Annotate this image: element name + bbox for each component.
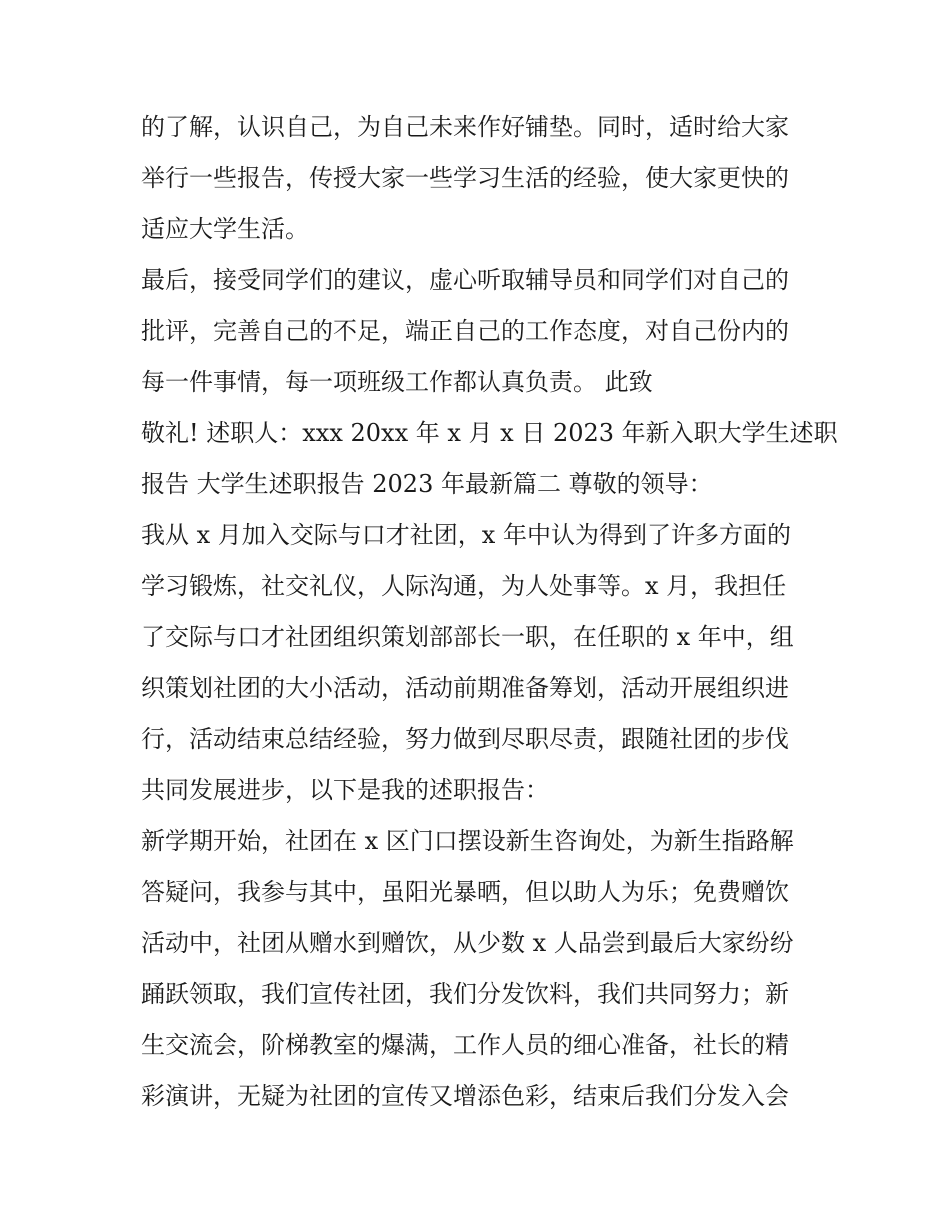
text-line: 我从 x 月加入交际与口才社团，x 年中认为得到了许多方面的: [141, 521, 791, 549]
text-line: 每一件事情，每一项班级工作都认真负责。 此致: [141, 368, 653, 396]
text-line: 适应大学生活。: [141, 215, 309, 243]
text-line: 批评，完善自己的不足，端正自己的工作态度，对自己份内的: [141, 317, 789, 345]
text-line: 答疑问，我参与其中，虽阳光暴晒，但以助人为乐；免费赠饮: [141, 878, 789, 906]
text-line: 踊跃领取，我们宣传社团，我们分发饮料，我们共同努力；新: [141, 980, 789, 1008]
text-line: 敬礼! 述职人：xxx 20xx 年 x 月 x 日 2023 年新入职大学生述职: [141, 419, 838, 447]
text-line: 彩演讲，无疑为社团的宣传又增添色彩，结束后我们分发入会: [141, 1082, 789, 1110]
text-line: 举行一些报告，传授大家一些学习生活的经验，使大家更快的: [141, 164, 789, 192]
text-line: 的了解，认识自己，为自己未来作好铺垫。同时，适时给大家: [141, 113, 789, 141]
text-line: 最后，接受同学们的建议，虚心听取辅导员和同学们对自己的: [141, 266, 789, 294]
text-line: 行，活动结束总结经验，努力做到尽职尽责，跟随社团的步伐: [141, 725, 789, 753]
text-line: 织策划社团的大小活动，活动前期准备筹划，活动开展组织进: [141, 674, 789, 702]
text-line: 学习锻炼，社交礼仪，人际沟通，为人处事等。x 月，我担任: [141, 572, 787, 600]
text-line: 活动中，社团从赠水到赠饮，从少数 x 人品尝到最后大家纷纷: [141, 929, 794, 957]
text-line: 新学期开始，社团在 x 区门口摆设新生咨询处，为新生指路解: [141, 827, 794, 855]
text-line: 了交际与口才社团组织策划部部长一职，在任职的 x 年中，组: [141, 623, 794, 651]
text-line: 共同发展进步，以下是我的述职报告：: [141, 776, 549, 804]
document-body: [141, 102, 838, 1122]
text-line: 报告 大学生述职报告 2023 年最新篇二 尊敬的领导：: [141, 470, 713, 498]
text-line: 生交流会，阶梯教室的爆满，工作人员的细心准备，社长的精: [141, 1031, 789, 1059]
